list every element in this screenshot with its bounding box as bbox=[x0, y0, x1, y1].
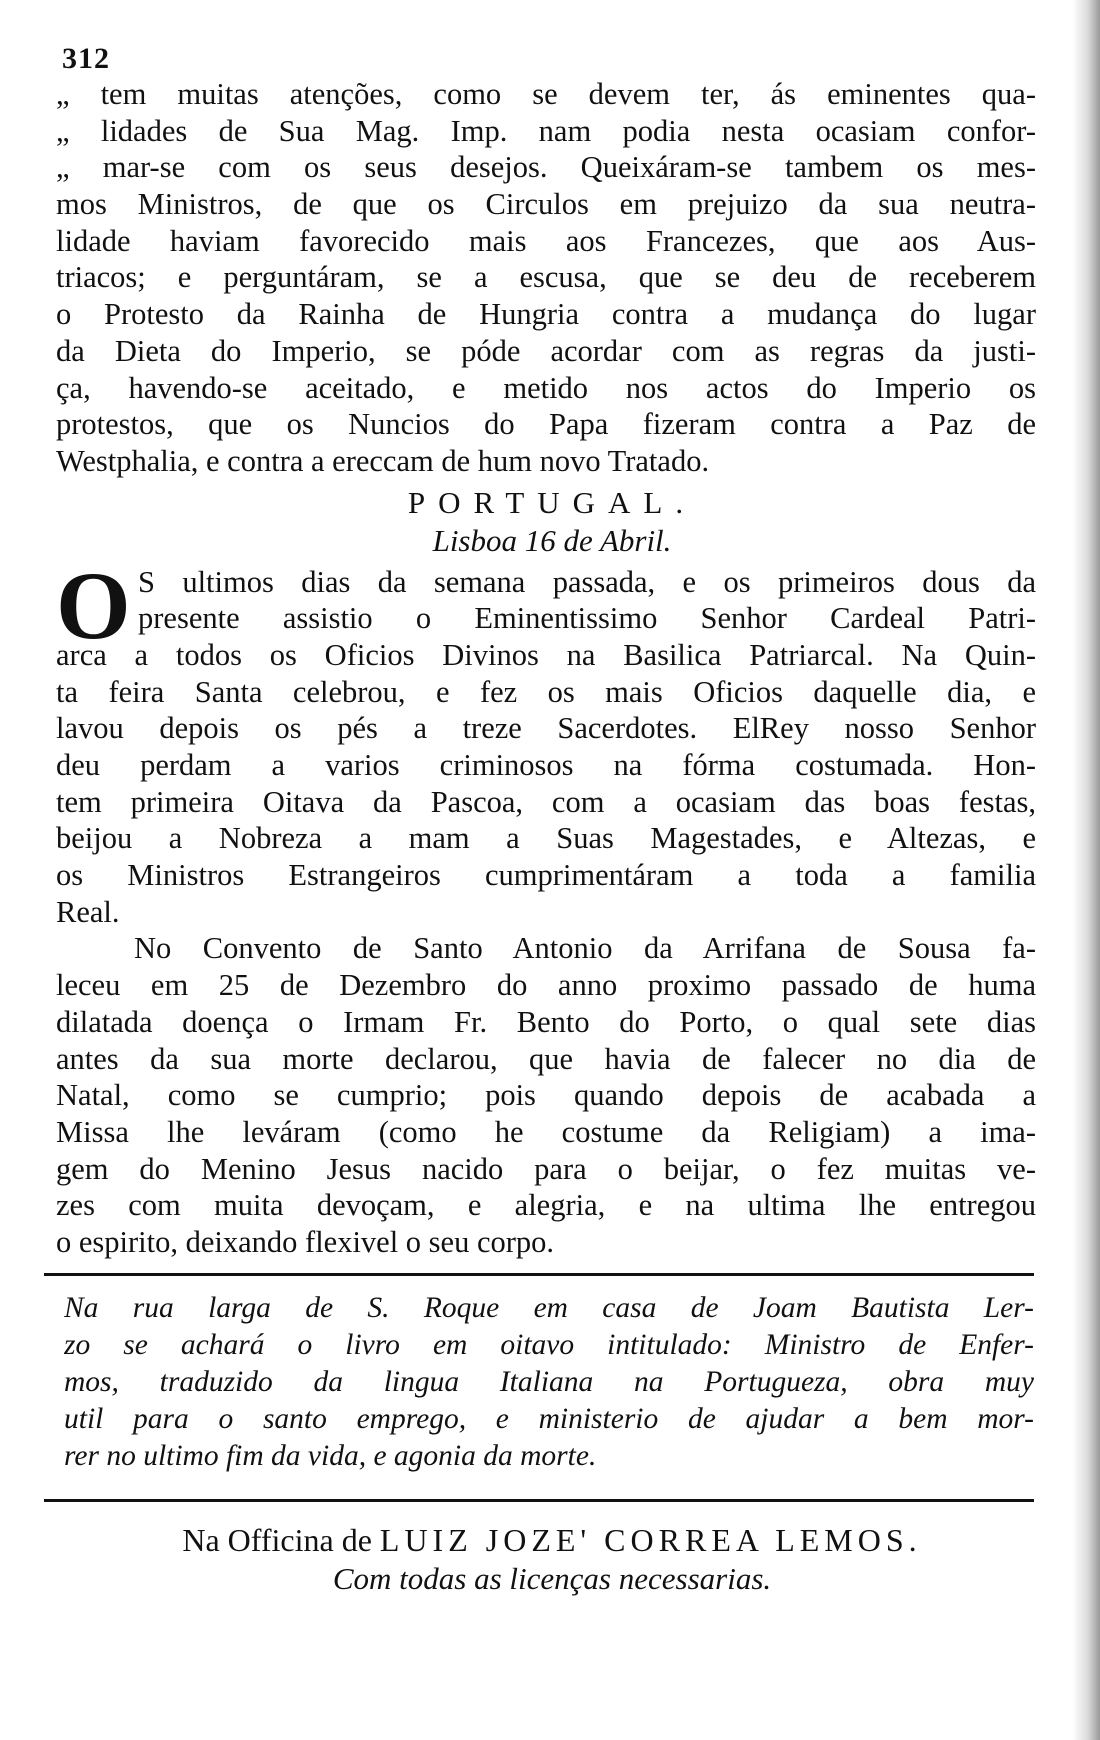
licence-line: Com todas as licenças necessarias. bbox=[332, 1560, 772, 1596]
text-line: triacos; e perguntáram, se a escusa, que se deu de receberem bbox=[56, 260, 1036, 295]
text-line: Missa lhe leváram (como he costume da Religiam) a ima- bbox=[56, 1114, 1036, 1149]
text-line: leceu em 25 de Dezembro do anno proximo passado de huma bbox=[56, 968, 1036, 1003]
notice-line: rer no ultimo fim da vida, e agonia da morte. bbox=[64, 1439, 597, 1472]
text-line: „ tem muitas atenções, como se devem ter, ás eminentes qua- bbox=[56, 77, 1036, 111]
text-line: Real. bbox=[56, 894, 120, 929]
text-line: presente assistio o Eminentissimo Senhor Cardeal Patri- bbox=[138, 601, 1036, 636]
book-notice bbox=[52, 1290, 1034, 1475]
notice-line: Na rua larga de S. Roque em casa de Joam Bautista Ler- bbox=[64, 1291, 1034, 1324]
notice-line: util para o santo emprego, e ministerio de ajudar a bem mor- bbox=[64, 1402, 1034, 1435]
text-line: „ mar-se com os seus desejos. Queixáram-se tambem os mes- bbox=[56, 150, 1036, 185]
gazette-page bbox=[52, 42, 1052, 1598]
text-line: da Dieta do Imperio, se póde acordar com as regras da justi- bbox=[56, 333, 1036, 368]
printer-imprint bbox=[52, 1520, 1052, 1560]
page-edge-shadow bbox=[1072, 0, 1100, 1740]
divider-rule bbox=[44, 1273, 1034, 1276]
text-line: S ultimos dias da semana passada, e os primeiros dous da bbox=[138, 564, 1036, 599]
text-line: lavou depois os pés a treze Sacerdotes. ElRey nosso Senhor bbox=[56, 711, 1036, 746]
text-line: ta feira Santa celebrou, e fez os mais Oficios daquelle dia, e bbox=[56, 674, 1036, 709]
text-line: arca a todos os Oficios Divinos na Basilica Patriarcal. Na Quin- bbox=[56, 637, 1036, 672]
text-line: os Ministros Estrangeiros cumprimentáram a toda a familia bbox=[56, 858, 1036, 893]
paragraph-austria-report bbox=[56, 76, 1036, 480]
text-line: „ lidades de Sua Mag. Imp. nam podia nesta ocasiam confor- bbox=[56, 113, 1036, 148]
text-line: protestos, que os Nuncios do Papa fizeram contra a Paz de bbox=[56, 407, 1036, 442]
text-line: antes da sua morte declarou, que havia de falecer no dia de bbox=[56, 1041, 1036, 1076]
text-line: o espirito, deixando flexivel o seu corpo. bbox=[56, 1224, 555, 1259]
printer-name: LUIZ JOZE' CORREA LEMOS. bbox=[379, 1521, 922, 1558]
text-line: dilatada doença o Irmam Fr. Bento do Porto, o qual sete dias bbox=[56, 1004, 1036, 1039]
text-line: Natal, como se cumprio; pois quando depois de acabada a bbox=[56, 1078, 1036, 1113]
text-line: tem primeira Oitava da Pascoa, com a ocasiam das boas festas, bbox=[56, 784, 1036, 819]
divider-rule bbox=[44, 1499, 1034, 1502]
text-line: ça, havendo-se aceitado, e metido nos actos do Imperio os bbox=[56, 370, 1036, 405]
section-heading: PORTUGAL. bbox=[407, 484, 697, 520]
text-line: o Protesto da Rainha de Hungria contra a mudança do lugar bbox=[56, 297, 1036, 332]
text-line: lidade haviam favorecido mais aos Francezes, que aos Aus- bbox=[56, 223, 1036, 258]
paragraph-holy-week bbox=[56, 551, 1036, 931]
text-line: beijou a Nobreza a mam a Suas Magestades, e Altezas, e bbox=[56, 821, 1036, 856]
text-line: gem do Menino Jesus nacido para o beijar, o fez muitas ve- bbox=[56, 1151, 1036, 1186]
text-line: No Convento de Santo Antonio da Arrifana de Sousa fa- bbox=[134, 931, 1036, 966]
drop-cap: O bbox=[56, 551, 131, 659]
notice-line: mos, traduzido da lingua Italiana na Portugueza, obra muy bbox=[64, 1365, 1034, 1398]
text-line: zes com muita devoçam, e alegria, e na ultima lhe entregou bbox=[56, 1188, 1036, 1223]
notice-line: zo se achará o livro em oitavo intitulado: Ministro de Enfer- bbox=[64, 1328, 1034, 1361]
text-line: deu perdam a varios criminosos na fórma costumada. Hon- bbox=[56, 748, 1036, 782]
imprint-prefix: Na Officina de bbox=[182, 1521, 372, 1558]
dateline: Lisboa 16 de Abril. bbox=[432, 522, 672, 558]
text-line: Westphalia, e contra a ereccam de hum novo Tratado. bbox=[56, 443, 710, 478]
paragraph-convent-report bbox=[56, 930, 1036, 1260]
text-line: mos Ministros, de que os Circulos em prejuizo da sua neutra- bbox=[56, 187, 1036, 222]
page-number: 312 bbox=[62, 42, 110, 75]
